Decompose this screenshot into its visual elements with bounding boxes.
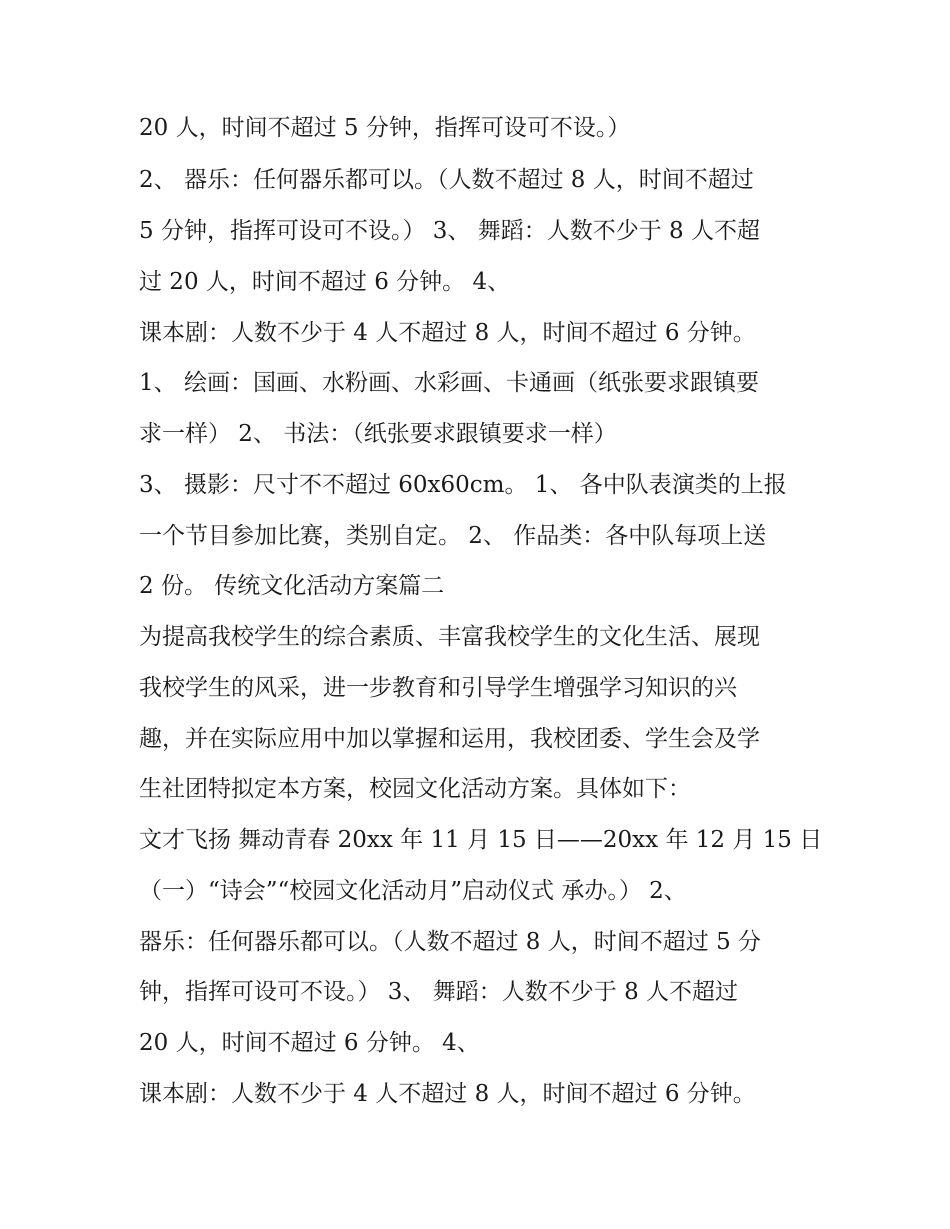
- text-line: （一）“诗会”“校园文化活动月”启动仪式 承办。） 2、: [139, 878, 687, 904]
- text-line: 2 份。 传统文化活动方案篇二: [139, 573, 445, 599]
- text-line: 文才飞扬 舞动青春 20xx 年 11 月 15 日——20xx 年 12 月 15 日: [139, 827, 823, 853]
- text-line: 我校学生的风采，进一步教育和引导学生增强学习知识的兴: [139, 675, 737, 701]
- text-line: 钟，指挥可设可不设。） 3、 舞蹈：人数不少于 8 人不超过: [139, 979, 739, 1005]
- text-line: 3、 摄影：尺寸不不超过 60x60cm。 1、 各中队表演类的上报: [139, 472, 787, 498]
- text-line: 1、 绘画：国画、水粉画、水彩画、卡通画（纸张要求跟镇要: [139, 370, 759, 396]
- text-line: 20 人，时间不超过 6 分钟。 4、: [139, 1030, 480, 1056]
- text-line: 生社团特拟定本方案，校园文化活动方案。具体如下：: [139, 776, 691, 802]
- text-line: 求一样） 2、 书法：（纸张要求跟镇要求一样）: [139, 421, 617, 447]
- text-line: 20 人，时间不超过 5 分钟，指挥可设可不设。）: [139, 115, 631, 141]
- text-line: 5 分钟，指挥可设可不设。） 3、 舞蹈：人数不少于 8 人不超: [139, 218, 760, 244]
- text-line: 过 20 人，时间不超过 6 分钟。 4、: [139, 269, 511, 295]
- text-line: 为提高我校学生的综合素质、丰富我校学生的文化生活、展现: [139, 624, 760, 650]
- text-line: 课本剧：人数不少于 4 人不超过 8 人，时间不超过 6 分钟。: [139, 320, 756, 346]
- text-line: 课本剧：人数不少于 4 人不超过 8 人，时间不超过 6 分钟。: [139, 1081, 756, 1107]
- text-line: 器乐：任何器乐都可以。（人数不超过 8 人，时间不超过 5 分: [139, 929, 762, 955]
- text-line: 2、 器乐：任何器乐都可以。（人数不超过 8 人，时间不超过: [139, 167, 754, 193]
- text-line: 趣，并在实际应用中加以掌握和运用，我校团委、学生会及学: [139, 726, 760, 752]
- text-line: 一个节目参加比赛，类别自定。 2、 作品类：各中队每项上送: [139, 523, 767, 549]
